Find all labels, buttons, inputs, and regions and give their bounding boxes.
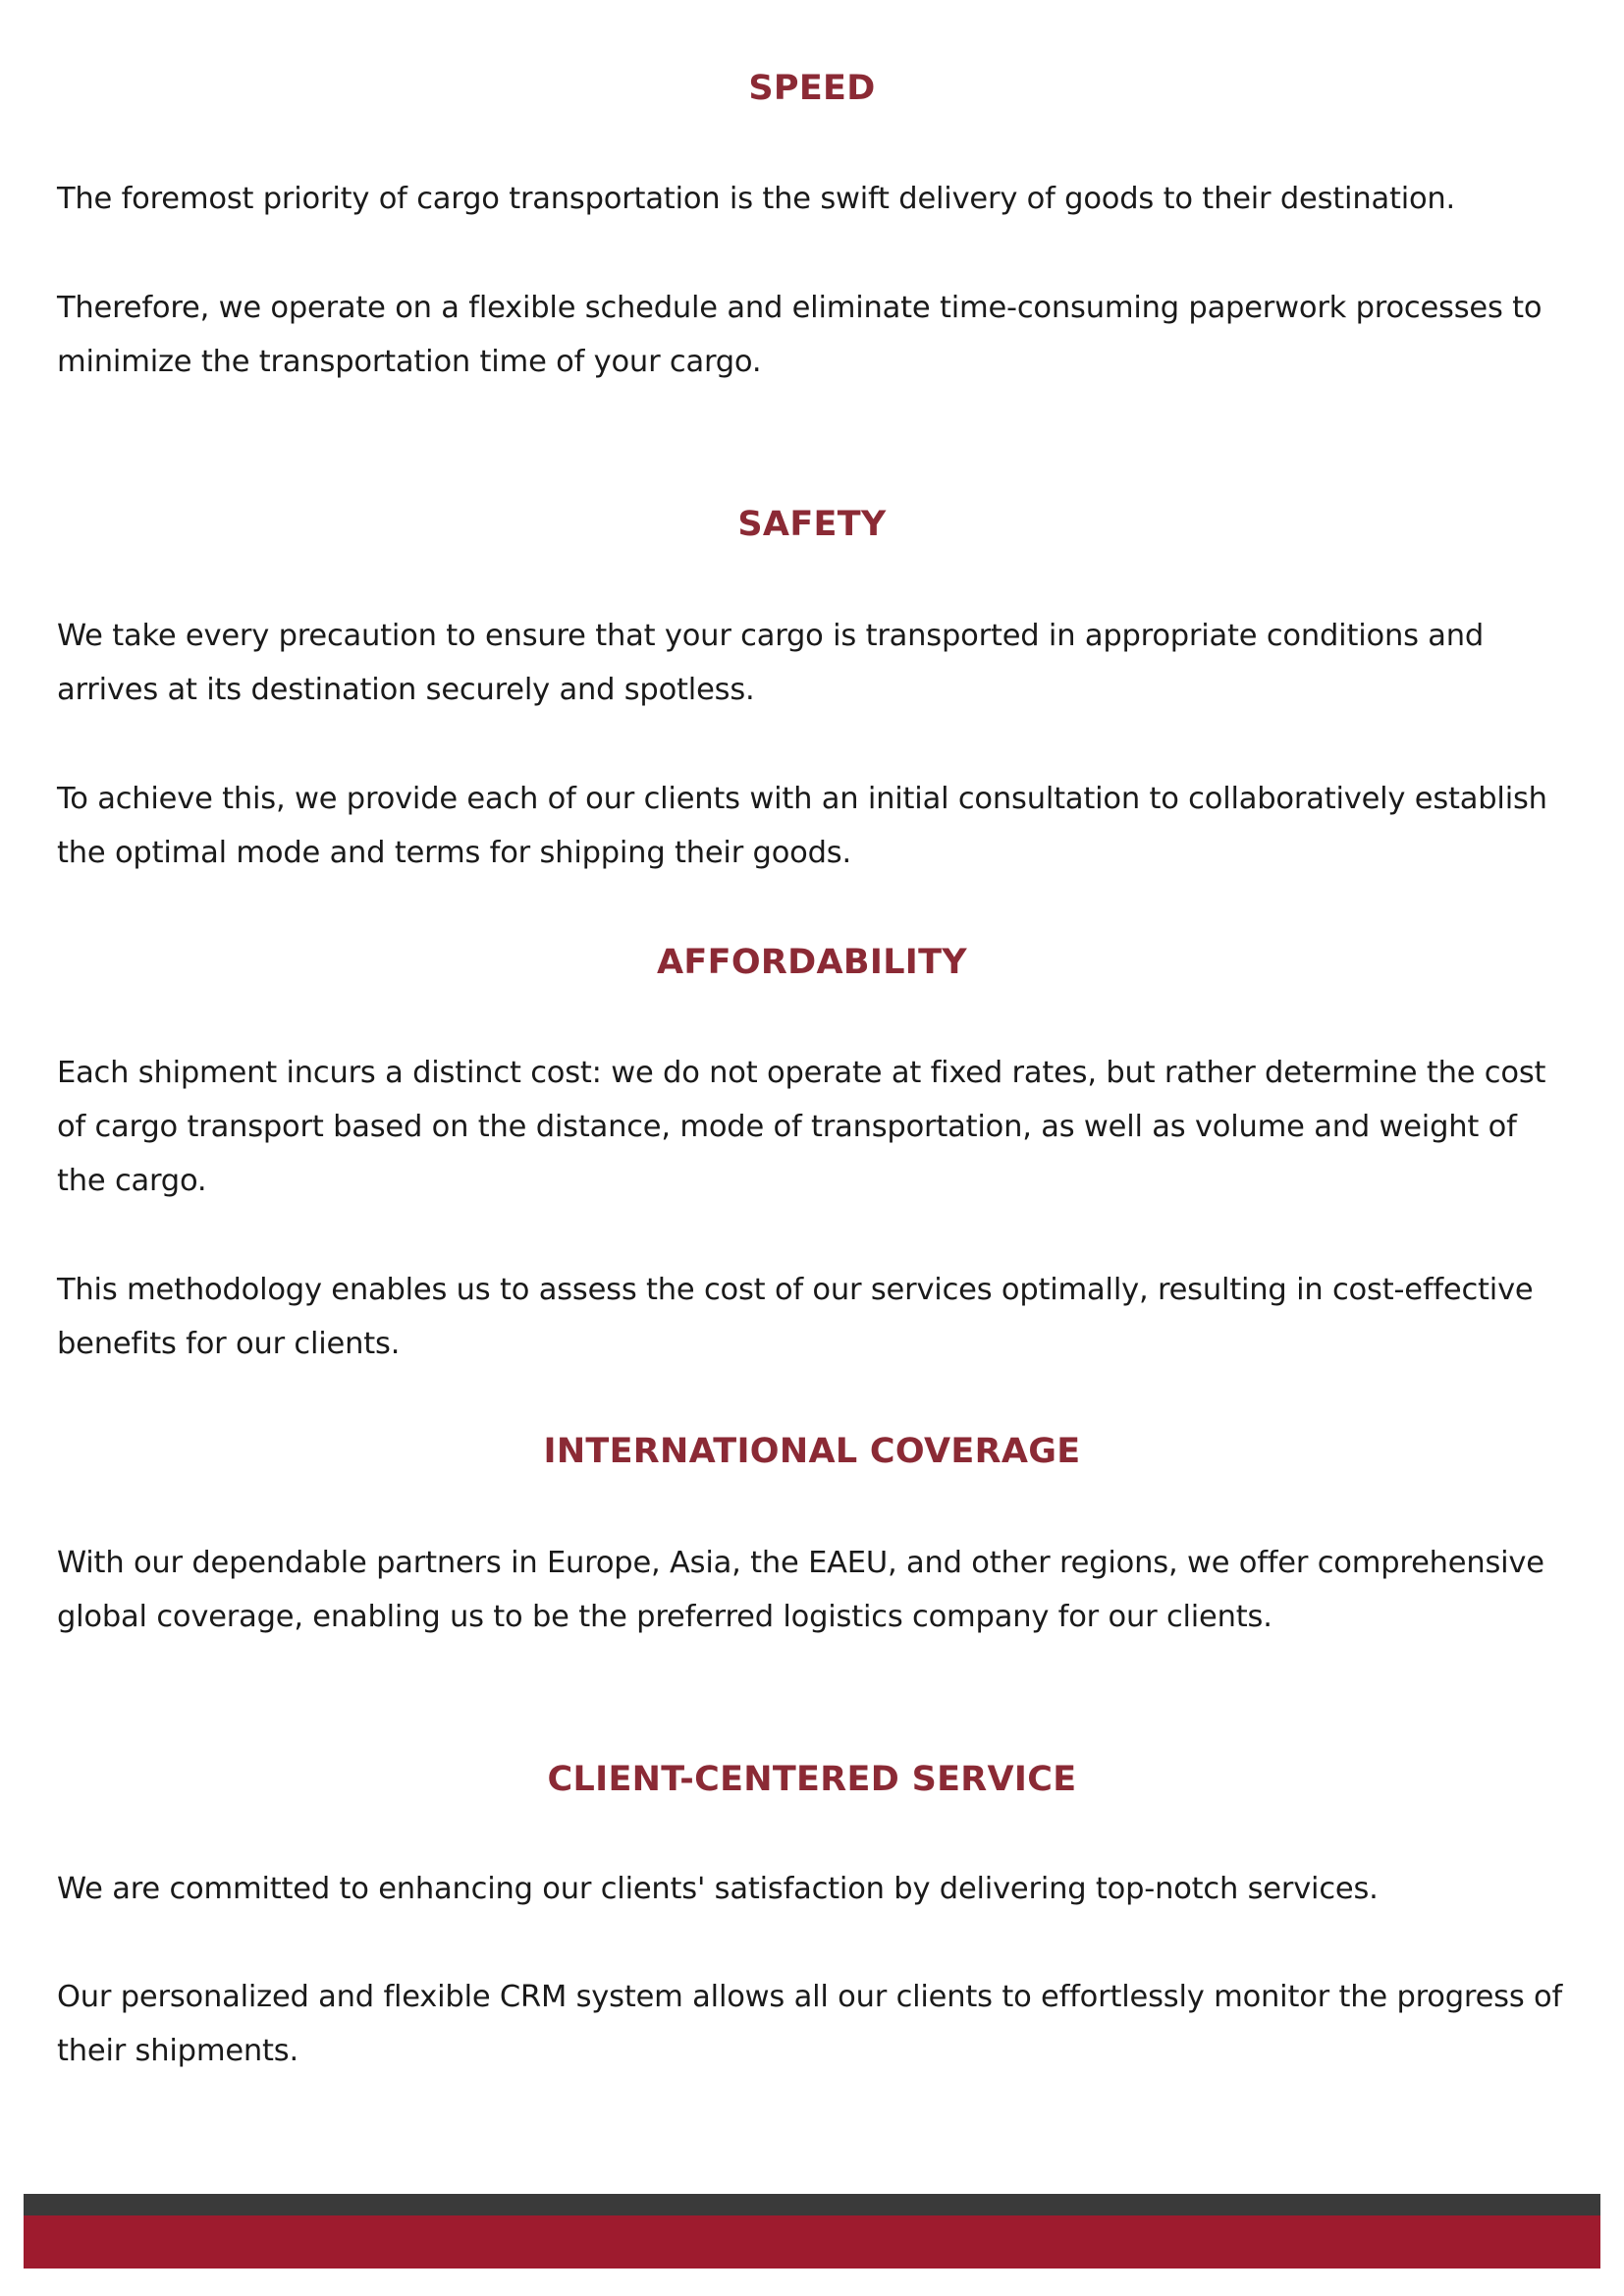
client-centered-paragraph-1: We are committed to enhancing our clients' satisfaction by delivering top-notch services. bbox=[57, 1872, 1379, 1906]
speed-paragraph-2: Therefore, we operate on a flexible schedule and eliminate time-consuming paperwork processes to minimize the transportation time of your cargo. bbox=[57, 291, 1543, 379]
affordability-paragraph-2: This methodology enables us to assess the cost of our services optimally, resulting in cost-effective benefits for our clients. bbox=[57, 1273, 1534, 1361]
footer-band-red bbox=[24, 2215, 1600, 2269]
section-heading-speed: SPEED bbox=[748, 69, 876, 108]
client-centered-paragraph-2: Our personalized and flexible CRM system allows all our clients to effortlessly monitor the progress of their shipments. bbox=[57, 1980, 1563, 2068]
footer-band-dark bbox=[24, 2194, 1600, 2215]
section-heading-international-coverage: INTERNATIONAL COVERAGE bbox=[543, 1432, 1081, 1471]
section-heading-affordability: AFFORDABILITY bbox=[657, 943, 967, 982]
section-heading-client-centered-service: CLIENT-CENTERED SERVICE bbox=[547, 1760, 1077, 1799]
speed-paragraph-1: The foremost priority of cargo transportation is the swift delivery of goods to their destination. bbox=[57, 182, 1456, 216]
affordability-paragraph-1: Each shipment incurs a distinct cost: we do not operate at fixed rates, but rather determine the cost of cargo transport based on the distance, mode of transportation, as well as volume and weight of the cargo. bbox=[57, 1056, 1546, 1198]
section-heading-safety: SAFETY bbox=[737, 505, 887, 544]
safety-paragraph-2: To achieve this, we provide each of our clients with an initial consultation to collaboratively establish the optimal mode and terms for shipping their goods. bbox=[57, 782, 1547, 870]
international-coverage-paragraph-1: With our dependable partners in Europe, Asia, the EAEU, and other regions, we offer comprehensive global coverage, enabling us to be the preferred logistics company for our clients. bbox=[57, 1546, 1544, 1634]
safety-paragraph-1: We take every precaution to ensure that your cargo is transported in appropriate conditions and arrives at its destination securely and spotless. bbox=[57, 619, 1485, 707]
